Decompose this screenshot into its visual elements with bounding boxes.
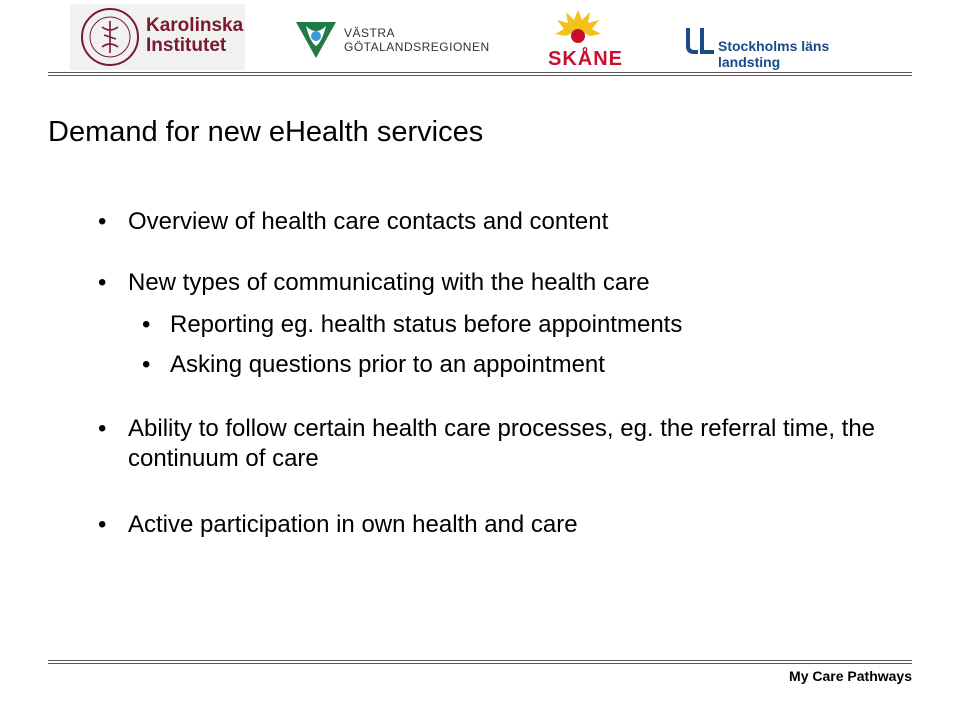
vastra-gotaland-logo	[292, 4, 492, 70]
logo-bar	[0, 0, 960, 74]
karolinska-name-line2: Institutet	[146, 35, 227, 56]
karolinska-logo	[70, 4, 245, 70]
bullet-text: Overview of health care contacts and content	[128, 208, 609, 235]
stockholm-logo	[684, 4, 894, 70]
bullet-text: Active participation in own health and care	[128, 511, 578, 538]
skane-logo	[540, 4, 624, 70]
bullet-item	[98, 414, 898, 474]
header-divider	[48, 72, 912, 76]
stockholm-name: Stockholms läns landsting	[718, 38, 830, 70]
footer-divider	[48, 660, 912, 664]
bullet-dot-icon: •	[98, 511, 107, 538]
karolinska-name-line1: Karolinska	[146, 15, 244, 36]
vastra-gotaland-mark-icon	[292, 14, 340, 62]
bullet-dot-icon: •	[142, 351, 151, 378]
footer-label: My Care Pathways	[789, 668, 912, 684]
bullet-text: Asking questions prior to an appointment	[170, 351, 605, 378]
bullet-text: Reporting eg. health status before appointments	[170, 311, 683, 338]
bullet-item	[98, 268, 898, 298]
bullet-dot-icon: •	[98, 208, 107, 235]
sub-bullet-item	[142, 310, 890, 340]
bullet-text: New types of communicating with the health care	[128, 269, 650, 296]
stockholm-mark-icon	[684, 26, 716, 54]
skane-name: SKÅNE	[548, 48, 624, 70]
skane-sun-icon	[554, 8, 602, 48]
bullet-item	[98, 207, 898, 237]
bullet-item	[98, 510, 898, 540]
bullet-dot-icon: •	[98, 415, 107, 442]
vastra-gotaland-name-line1: VÄSTRA	[344, 26, 396, 40]
bullet-text: Ability to follow certain health care processes, eg. the referral time, the continuum of care	[128, 415, 876, 472]
bullet-dot-icon: •	[142, 311, 151, 338]
bullet-dot-icon: •	[98, 269, 107, 296]
vastra-gotaland-name-line2: GÖTALANDSREGIONEN	[344, 40, 490, 54]
slide-title: Demand for new eHealth services	[48, 116, 484, 148]
sub-bullet-item	[142, 350, 890, 380]
karolinska-seal-icon	[80, 7, 140, 67]
